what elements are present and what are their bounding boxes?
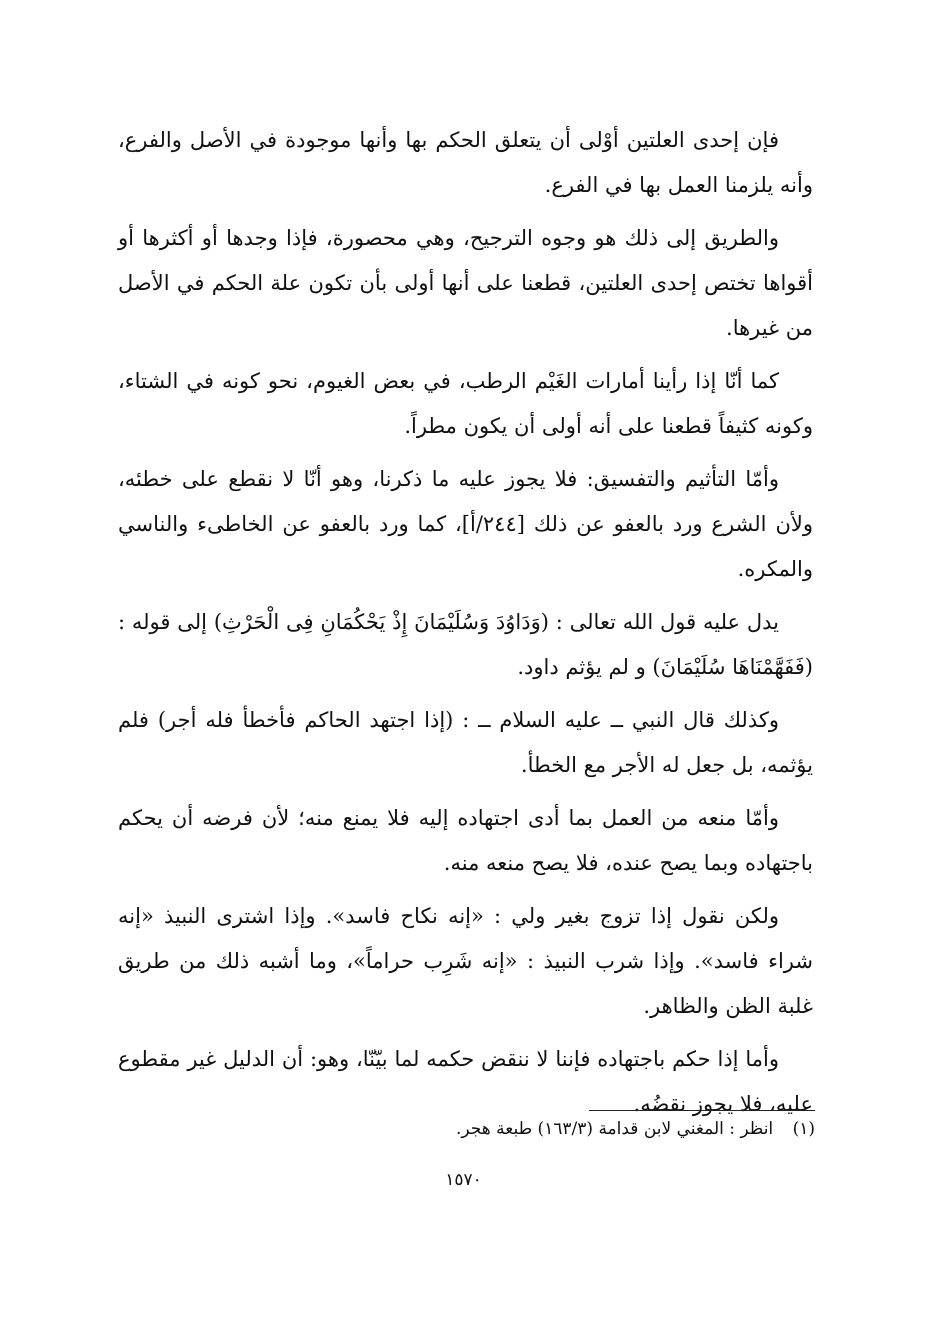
- paragraph-7: وأمّا منعه من العمل بما أدى اجتهاده إليه فلا يمنع منه؛ لأن فرضه أن يحكم باجتهاده وبما يصح عنده، فلا يصح منعه منه.: [118, 806, 813, 875]
- page-number: ١٥٧٠: [445, 1170, 482, 1190]
- body-text: [118, 118, 813, 1135]
- footnote: [118, 1114, 815, 1144]
- paragraph-9: وأما إذا حكم باجتهاده فإننا لا ننقض حكمه لما بيّنّا، وهو: أن الدليل غير مقطوع عليه، فلا يجوز نقضُه.: [118, 1047, 813, 1116]
- footnote-text: انظر : المغني لابن قدامة (١٦٣/٣) طبعة هجر.: [456, 1119, 774, 1139]
- paragraph-6: وكذلك قال النبي ــ عليه السلام ــ : (إذا اجتهد الحاكم فأخطأ فله أجر) فلم يؤثمه، بل جعل له الأجر مع الخطأ.: [118, 708, 813, 777]
- paragraph-2: والطريق إلى ذلك هو وجوه الترجيح، وهي محصورة، فإذا وجدها أو أكثرها أو أقواها تختص إحدى العلتين، قطعنا على أنها أولى بأن تكون علة الحكم في الأصل من غيرها.: [118, 226, 813, 340]
- paragraph-1: فإن إحدى العلتين أوْلى أن يتعلق الحكم بها وأنها موجودة في الأصل والفرع، وأنه يلزمنا العمل بها في الفرع.: [118, 128, 813, 197]
- paragraph-3: كما أنّا إذا رأينا أمارات الغَيْم الرطب، في بعض الغيوم، نحو كونه في الشتاء، وكونه كثيفاً قطعنا على أنه أولى أن يكون مطراً.: [118, 369, 813, 438]
- footnote-number: (١): [792, 1119, 815, 1139]
- paragraph-4: وأمّا التأثيم والتفسيق: فلا يجوز عليه ما ذكرنا، وهو أنّا لا نقطع على خطئه، ولأن الشرع ورد بالعفو عن ذلك [٢٤٤/أ]، كما ورد بالعفو عن الخاطىء والناسي والمكره.: [118, 467, 813, 581]
- footnote-divider: [589, 1110, 815, 1111]
- paragraph-8: ولكن نقول إذا تزوج بغير ولي : «إنه نكاح فاسد». وإذا اشترى النبيذ «إنه شراء فاسد». وإذا شرب النبيذ : «إنه شَرِب حراماً»، وما أشبه ذلك من طريق غلبة الظن والظاهر.: [118, 904, 813, 1018]
- paragraph-5: يدل عليه قول الله تعالى : (وَدَاوُدَ وَسُلَيْمَانَ إِذْ يَحْكُمَانِ فِى الْحَرْثِ) إلى قوله : (فَفَهَّمْنَاهَا سُلَيْمَانَ) و لم يؤثم داود.: [118, 610, 813, 679]
